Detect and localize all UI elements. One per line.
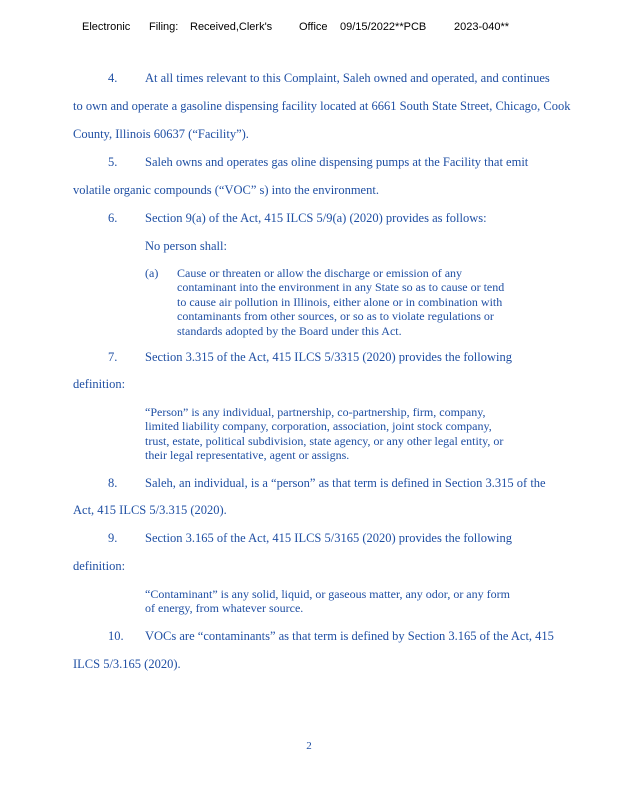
quote-line: “Person” is any individual, partnership, co-partnership, firm, company,: [145, 405, 486, 419]
paragraph-number: 5.: [108, 155, 118, 169]
quote-line: trust, estate, political subdivision, state agency, or any other legal entity, or: [145, 433, 504, 448]
paragraph-number: 6.: [108, 211, 118, 225]
header-electronic: Electronic: [82, 21, 131, 33]
filing-header: [0, 21, 618, 37]
quote-line: Cause or threaten or allow the discharge or emission of any: [177, 266, 463, 280]
item-label: (a): [145, 266, 159, 280]
paragraph-line: At all times relevant to this Complaint, Saleh owned and operated, and continues: [145, 71, 550, 85]
paragraph-line: County, Illinois 60637 (“Facility”).: [73, 127, 249, 141]
paragraph-line: definition:: [73, 377, 126, 391]
paragraph-line: Act, 415 ILCS 5/3.315 (2020).: [73, 503, 227, 517]
paragraph-line: Section 9(a) of the Act, 415 ILCS 5/9(a) (2020) provides as follows:: [145, 211, 487, 225]
paragraph-line: Section 3.315 of the Act, 415 ILCS 5/3315 (2020) provides the following: [145, 350, 512, 364]
paragraph-number: 8.: [108, 476, 118, 490]
quoted-definition-block: [145, 587, 510, 616]
quote-line: contaminants from other sources, or so as to violate regulations or: [177, 309, 494, 324]
quote-line: their legal representative, agent or assigns.: [145, 448, 350, 463]
paragraph-number: 10.: [108, 629, 124, 643]
paragraph-intro: No person shall:: [145, 239, 227, 253]
header-case: 2023-040**: [454, 21, 510, 33]
quote-line: to cause air pollution in Illinois, either alone or in combination with: [177, 294, 503, 309]
paragraph-number: 9.: [108, 531, 118, 545]
quote-line: contaminant into the environment in any State so as to cause or tend: [177, 280, 505, 295]
paragraph-line: Section 3.165 of the Act, 415 ILCS 5/3165 (2020) provides the following: [145, 531, 512, 545]
paragraph-line: definition:: [73, 559, 126, 573]
paragraph-line: Saleh, an individual, is a “person” as that term is defined in Section 3.315 of the: [145, 476, 546, 490]
quoted-definition-block: [145, 405, 503, 463]
paragraph-line: to own and operate a gasoline dispensing facility located at 6661 South State Street, Chicago, Cook: [73, 99, 571, 113]
header-date: 09/15/2022**PCB: [340, 21, 427, 33]
page-number: 2: [306, 740, 312, 752]
quoted-statute-block: [177, 266, 504, 338]
quote-line: standards adopted by the Board under this Act.: [177, 323, 402, 338]
header-office: Office: [299, 21, 328, 33]
paragraph-number: 7.: [108, 350, 118, 364]
paragraph-line: VOCs are “contaminants” as that term is defined by Section 3.165 of the Act, 415: [145, 629, 554, 643]
quote-line: “Contaminant” is any solid, liquid, or gaseous matter, any odor, or any form: [145, 587, 510, 601]
quote-line: limited liability company, corporation, association, joint stock company,: [145, 419, 492, 434]
paragraph-line: ILCS 5/3.165 (2020).: [73, 657, 181, 671]
header-received: Received,Clerk's: [190, 21, 273, 33]
paragraph-line: Saleh owns and operates gas oline dispensing pumps at the Facility that emit: [145, 155, 529, 169]
paragraph-number: 4.: [108, 71, 118, 85]
header-filing: Filing:: [149, 21, 179, 33]
quote-line: of energy, from whatever source.: [145, 601, 304, 616]
paragraph-line: volatile organic compounds (“VOC” s) into the environment.: [73, 183, 379, 197]
